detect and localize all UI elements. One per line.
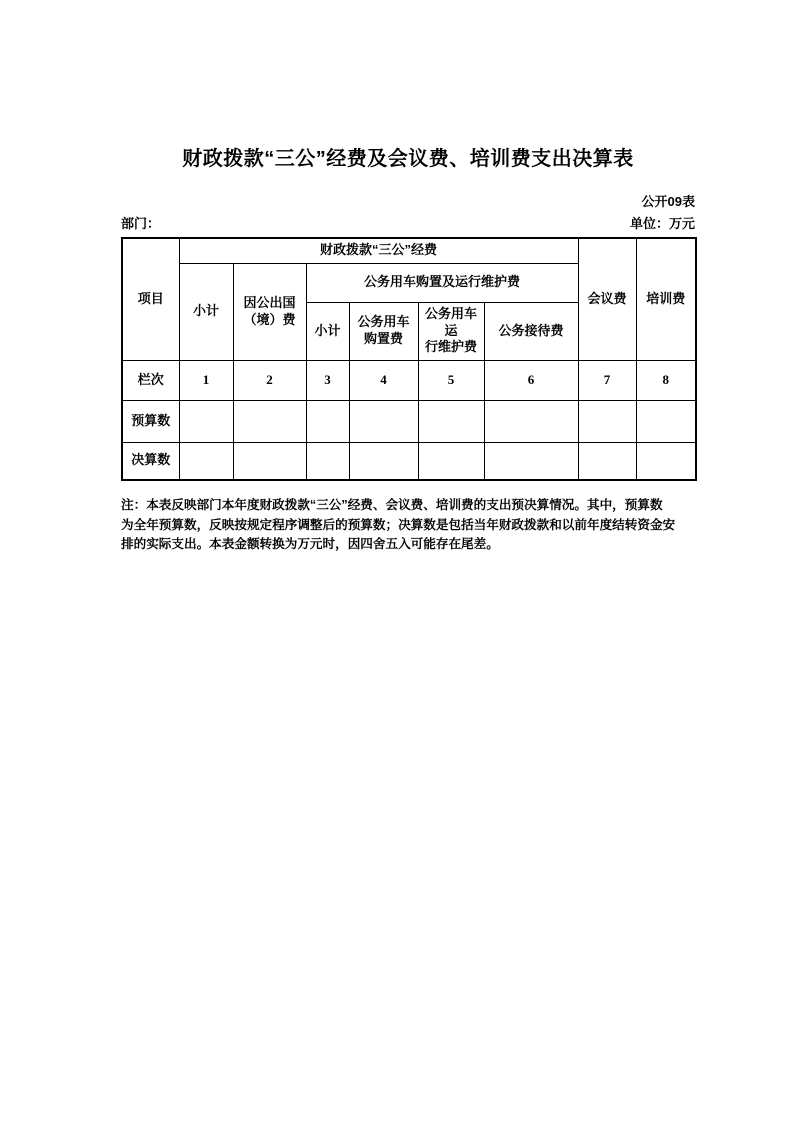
- budget-value-cell: [418, 400, 484, 442]
- final-value-cell: [636, 442, 696, 480]
- column-index-cell-1: 1: [179, 360, 233, 400]
- budget-value-cell: [349, 400, 418, 442]
- header-cell-vehicle-purchase: [349, 302, 418, 360]
- header-cell-vehicle-maintenance: [418, 302, 484, 360]
- footnote-line-1: 注：本表反映部门本年度财政拨款“三公”经费、会议费、培训费的支出预决算情况。其中，预算数: [121, 498, 663, 512]
- final-value-cell: [306, 442, 349, 480]
- budget-value-cell: [306, 400, 349, 442]
- unit-label: 单位：万元: [629, 216, 695, 231]
- budget-value-cell: [179, 400, 233, 442]
- meta-row: [121, 213, 695, 232]
- budget-row: [122, 400, 696, 442]
- header-cell-vehicle-subtotal: 小计: [306, 302, 349, 360]
- vehicle-purchase-line2: 购置费: [363, 331, 403, 346]
- table-code-label: 公开09表: [641, 194, 695, 209]
- header-cell-meeting-fee: 会议费: [578, 238, 636, 360]
- header-cell-three-public-group: 财政拨款“三公”经费: [179, 238, 578, 263]
- budget-value-cell: [578, 400, 636, 442]
- header-cell-reception-fee: 公务接待费: [484, 302, 578, 360]
- final-value-cell: [179, 442, 233, 480]
- footnote-line-3: 排的实际支出。本表金额转换为万元时，因四舍五入可能存在尾差。: [121, 537, 499, 551]
- page-title: 财政拨款“三公”经费及会议费、培训费支出决算表: [182, 148, 634, 170]
- footnote-line-2: 为全年预算数，反映按规定程序调整后的预算数；决算数是包括当年财政拨款和以前年度结转资金安: [121, 517, 676, 532]
- header-cell-vehicle-group: 公务用车购置及运行维护费: [306, 263, 578, 302]
- final-value-cell: [233, 442, 306, 480]
- column-index-cell-7: 7: [578, 360, 636, 400]
- column-index-cell-2: 2: [233, 360, 306, 400]
- row-label-budget: 预算数: [122, 400, 179, 442]
- final-value-cell: [484, 442, 578, 480]
- header-cell-abroad-fee: [233, 263, 306, 360]
- final-value-cell: [578, 442, 636, 480]
- column-index-row: [122, 360, 696, 400]
- vehicle-purchase-line1: 公务用车: [357, 314, 410, 330]
- budget-value-cell: [233, 400, 306, 442]
- expenditure-table: [121, 237, 697, 481]
- column-index-cell-3: 3: [306, 360, 349, 400]
- row-label-final-accounts: 决算数: [122, 442, 179, 480]
- budget-value-cell: [484, 400, 578, 442]
- abroad-fee-line2: （境）费: [243, 311, 296, 327]
- department-label: 部门：: [121, 216, 161, 231]
- column-index-cell-4: 4: [349, 360, 418, 400]
- header-cell-training-fee: 培训费: [636, 238, 696, 360]
- header-cell-subtotal: 小计: [179, 263, 233, 360]
- final-value-cell: [349, 442, 418, 480]
- footnote: [121, 496, 687, 555]
- header-cell-item: 项目: [122, 238, 179, 360]
- final-accounts-row: [122, 442, 696, 480]
- vehicle-maintenance-line2: 行维护费: [424, 339, 477, 355]
- final-value-cell: [418, 442, 484, 480]
- budget-value-cell: [636, 400, 696, 442]
- column-index-cell-8: 8: [636, 360, 696, 400]
- vehicle-maintenance-line1: 公务用车运: [424, 305, 477, 338]
- row-label-column-index: 栏次: [122, 360, 179, 400]
- column-index-cell-6: 6: [484, 360, 578, 400]
- column-index-cell-5: 5: [418, 360, 484, 400]
- abroad-fee-line1: 因公出国: [243, 294, 296, 310]
